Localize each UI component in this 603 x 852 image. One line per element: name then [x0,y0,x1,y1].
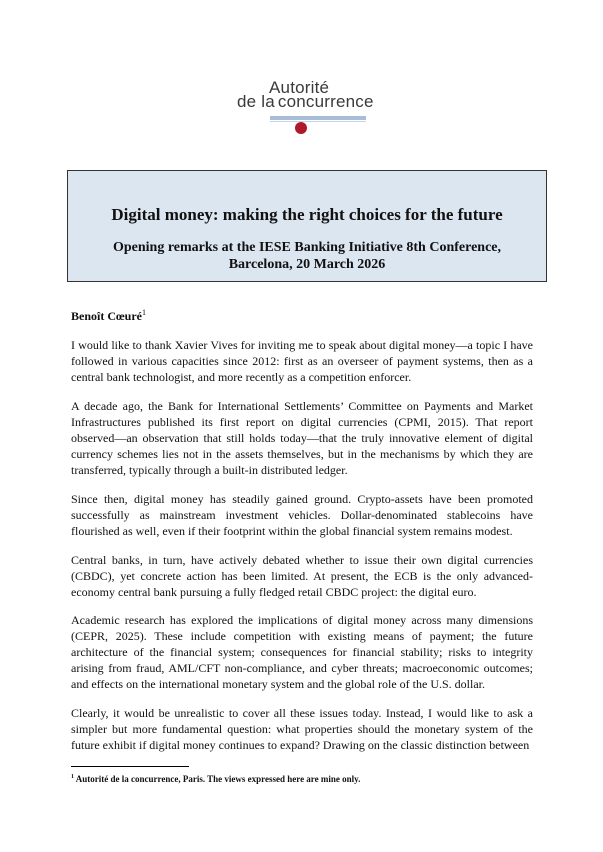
logo-text-de-la: de la [237,92,275,111]
author-name [71,308,146,324]
title-box [67,170,547,282]
logo-text-autorite: Autorité [269,78,330,97]
footnote-text: Autorité de la concurrence, Paris. The views expressed here are mine only. [75,774,361,784]
paragraph-6: Clearly, it would be unrealistic to cover all these issues today. Instead, I would like to ask a simpler but more fundamental question: what properties should the monetary system of the future exhibit if digital money continues to expand? Drawing on the classic distinction between [71,706,533,752]
subtitle-line-2: Barcelona, 20 March 2026 [228,257,386,272]
footnote-marker: 1 [71,774,74,780]
logo-text-concurrence-word: concurrence [277,92,374,111]
paragraph-5: Academic research has explored the implications of digital money across many dimensions (CEPR, 2025). These include competition with existing means of payment; the future architecture of the financial system; consequences for financial stability; risks to integrity arising from fraud, AML/CFT non-compliance, and cyber threats; macroeconomic outcomes; and effects on the international monetary system and the global role of the U.S. dollar. [71,613,533,691]
paragraph-4: Central banks, in turn, have actively debated whether to issue their own digital currencies (CBDC), yet concrete action has been limited. At present, the ECB is the only advanced-economy central bank pursuing a fully fledged retail CBDC project: the digital euro. [71,553,533,599]
author-name-text: Benoît Cœuré [71,309,142,323]
paragraph-2: A decade ago, the Bank for International Settlements’ Committee on Payments and Market Infrastructures published its first report on digital currencies (CPMI, 2015). That report observed—an observation that still holds today—that the truly innovative element of digital currency schemes lies not in the assets themselves, but in the mechanisms by which they are transferred, typically through a built-in distributed ledger. [71,399,533,477]
paragraph-1: I would like to thank Xavier Vives for inviting me to speak about digital money—a topic I have followed in various capacities since 2012: first as an overseer of payment systems, then as a central bank technologist, and more recently as a competition enforcer. [71,338,533,384]
document-subtitle [88,239,526,273]
logo-bar-thin [270,121,366,122]
logo-red-dot-icon [295,122,307,134]
subtitle-line-1: Opening remarks at the IESE Banking Initiative 8th Conference, [112,240,501,255]
footnote-divider [71,766,189,767]
document-title: Digital money: making the right choices for the future [111,205,503,224]
footnote [71,771,360,785]
logo-bar [270,116,366,120]
logo-text-concurrence [237,92,374,111]
paragraph-3: Since then, digital money has steadily gained ground. Crypto-assets have been promoted successfully as mainstream investment vehicles. Dollar-denominated stablecoins have flourished as well, even if their footprint within the global financial system remains modest. [71,492,533,538]
author-footnote-marker: 1 [142,308,146,317]
authority-logo [0,0,603,140]
